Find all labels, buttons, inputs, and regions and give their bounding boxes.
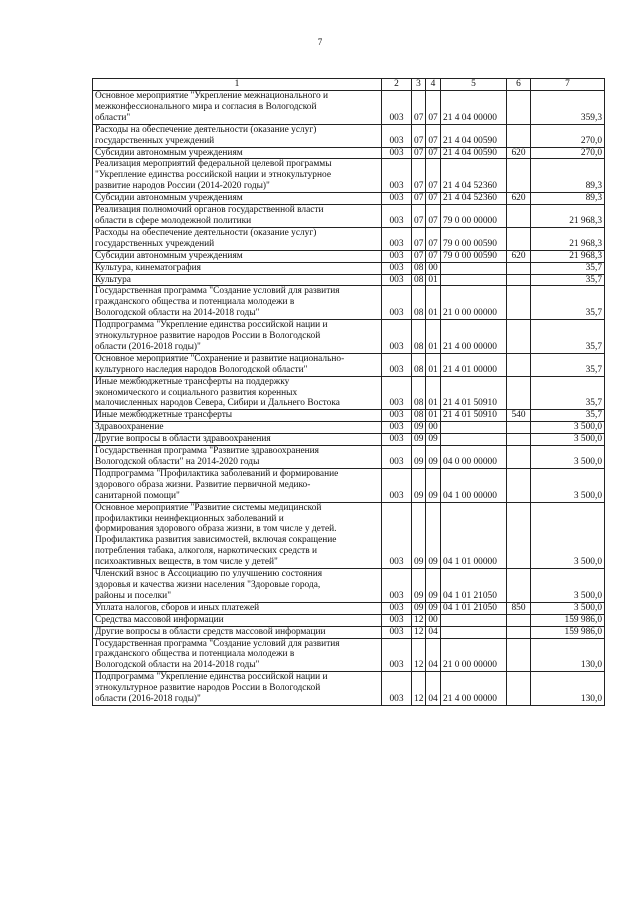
row-expense-type-cell: 850: [507, 602, 531, 614]
row-amount-cell: 130,0: [531, 638, 605, 672]
row-target-article-cell: 21 4 01 00000: [441, 353, 507, 376]
row-name-cell: Реализация полномочий органов государственной власти области в сфере молодежной политики: [93, 205, 382, 228]
row-amount-cell: 3 500,0: [531, 502, 605, 568]
table-row: [93, 124, 605, 147]
row-subsection-cell: 07: [426, 205, 441, 228]
table-row: [93, 626, 605, 638]
row-subsection-cell: 01: [426, 376, 441, 410]
row-subsection-cell: 04: [426, 672, 441, 706]
row-amount-cell: 3 500,0: [531, 602, 605, 614]
row-amount-cell: 3 500,0: [531, 434, 605, 446]
row-code-cell: 003: [382, 227, 412, 250]
row-expense-type-cell: [507, 626, 531, 638]
row-target-article-cell: [441, 434, 507, 446]
row-subsection-cell: 00: [426, 262, 441, 274]
row-name-cell: Культура, кинематография: [93, 262, 382, 274]
row-subsection-cell: 09: [426, 468, 441, 502]
row-section-cell: 09: [412, 602, 426, 614]
row-name-cell: Иные межбюджетные трансферты на поддержку экономического и социального развития коренных малочисленных народов Севера, Сибири и Дальнего Востока: [93, 376, 382, 410]
header-cell: 4: [426, 79, 441, 91]
header-cell: 7: [531, 79, 605, 91]
row-expense-type-cell: [507, 91, 531, 125]
row-expense-type-cell: 620: [507, 193, 531, 205]
row-name-cell: Средства массовой информации: [93, 614, 382, 626]
row-target-article-cell: 21 4 04 00590: [441, 124, 507, 147]
row-code-cell: 003: [382, 262, 412, 274]
row-amount-cell: 21 968,3: [531, 205, 605, 228]
row-subsection-cell: 01: [426, 274, 441, 286]
row-section-cell: 09: [412, 502, 426, 568]
row-subsection-cell: 00: [426, 614, 441, 626]
row-section-cell: 08: [412, 286, 426, 320]
table-row: [93, 569, 605, 603]
table-row: [93, 602, 605, 614]
row-code-cell: 003: [382, 91, 412, 125]
row-amount-cell: 35,7: [531, 410, 605, 422]
row-target-article-cell: 04 1 01 00000: [441, 502, 507, 568]
row-amount-cell: 35,7: [531, 353, 605, 376]
table-row: [93, 446, 605, 469]
row-target-article-cell: 79 0 00 00590: [441, 227, 507, 250]
row-name-cell: Подпрограмма "Укрепление единства российской нации и этнокультурное развитие народов России в Вологодской области (2016-2018 годы)": [93, 320, 382, 354]
row-amount-cell: 21 968,3: [531, 250, 605, 262]
row-code-cell: 003: [382, 147, 412, 159]
row-amount-cell: 89,3: [531, 193, 605, 205]
row-section-cell: 09: [412, 434, 426, 446]
row-subsection-cell: 04: [426, 626, 441, 638]
row-section-cell: 08: [412, 262, 426, 274]
row-subsection-cell: 07: [426, 227, 441, 250]
table-row: [93, 502, 605, 568]
row-section-cell: 07: [412, 205, 426, 228]
table-row: [93, 193, 605, 205]
row-name-cell: Подпрограмма "Укрепление единства российской нации и этнокультурное развитие народов России в Вологодской области (2016-2018 годы)": [93, 672, 382, 706]
row-target-article-cell: 04 0 00 00000: [441, 446, 507, 469]
row-code-cell: 003: [382, 353, 412, 376]
table-row: [93, 410, 605, 422]
row-code-cell: 003: [382, 434, 412, 446]
table-row: [93, 353, 605, 376]
header-cell: 2: [382, 79, 412, 91]
row-expense-type-cell: [507, 262, 531, 274]
row-amount-cell: 35,7: [531, 274, 605, 286]
row-target-article-cell: 21 4 01 50910: [441, 410, 507, 422]
row-amount-cell: 35,7: [531, 286, 605, 320]
row-name-cell: Культура: [93, 274, 382, 286]
row-subsection-cell: 01: [426, 410, 441, 422]
row-section-cell: 09: [412, 422, 426, 434]
row-expense-type-cell: [507, 124, 531, 147]
row-subsection-cell: 09: [426, 434, 441, 446]
row-subsection-cell: 09: [426, 602, 441, 614]
row-expense-type-cell: [507, 159, 531, 193]
table-row: [93, 422, 605, 434]
row-expense-type-cell: [507, 434, 531, 446]
row-code-cell: 003: [382, 274, 412, 286]
row-subsection-cell: 01: [426, 320, 441, 354]
row-code-cell: 003: [382, 286, 412, 320]
row-code-cell: 003: [382, 193, 412, 205]
row-target-article-cell: 79 0 00 00000: [441, 205, 507, 228]
row-expense-type-cell: [507, 227, 531, 250]
row-expense-type-cell: [507, 274, 531, 286]
row-section-cell: 07: [412, 193, 426, 205]
row-code-cell: 003: [382, 422, 412, 434]
row-section-cell: 07: [412, 147, 426, 159]
row-name-cell: Государственная программа "Развитие здравоохранения Вологодской области" на 2014-2020 годы: [93, 446, 382, 469]
row-code-cell: 003: [382, 124, 412, 147]
row-name-cell: Государственная программа "Создание условий для развития гражданского общества и потенциала молодежи в Вологодской области на 2014-2018 годы": [93, 286, 382, 320]
row-subsection-cell: 09: [426, 502, 441, 568]
row-expense-type-cell: 540: [507, 410, 531, 422]
row-code-cell: 003: [382, 205, 412, 228]
table-row: [93, 250, 605, 262]
row-amount-cell: 89,3: [531, 159, 605, 193]
row-expense-type-cell: [507, 353, 531, 376]
row-amount-cell: 159 986,0: [531, 626, 605, 638]
table-row: [93, 434, 605, 446]
row-name-cell: Здравоохранение: [93, 422, 382, 434]
table-row: [93, 614, 605, 626]
row-expense-type-cell: 620: [507, 147, 531, 159]
header-cell: 1: [93, 79, 382, 91]
row-name-cell: Основное мероприятие "Развитие системы медицинской профилактики неинфекционных заболеваний и формирования здорового образа жизни, в том числе у детей. Профилактика развития зависимостей, включая сокращение потребления табака, алкоголя, наркотических средств и психоактивных веществ, в том числе у детей": [93, 502, 382, 568]
row-amount-cell: 3 500,0: [531, 422, 605, 434]
row-section-cell: 07: [412, 159, 426, 193]
row-name-cell: Реализация мероприятий федеральной целевой программы "Укрепление единства российской нации и этнокультурное развитие народов России (2014-2020 годы)": [93, 159, 382, 193]
row-subsection-cell: 07: [426, 250, 441, 262]
row-subsection-cell: 07: [426, 91, 441, 125]
row-section-cell: 09: [412, 569, 426, 603]
header-cell: 3: [412, 79, 426, 91]
row-code-cell: 003: [382, 410, 412, 422]
row-amount-cell: 35,7: [531, 320, 605, 354]
row-name-cell: Государственная программа "Создание условий для развития гражданского общества и потенциала молодежи в Вологодской области на 2014-2018 годы": [93, 638, 382, 672]
row-amount-cell: 270,0: [531, 124, 605, 147]
row-target-article-cell: [441, 626, 507, 638]
row-amount-cell: 21 968,3: [531, 227, 605, 250]
row-expense-type-cell: [507, 569, 531, 603]
row-code-cell: 003: [382, 626, 412, 638]
table-row: [93, 320, 605, 354]
row-amount-cell: 35,7: [531, 262, 605, 274]
row-amount-cell: 35,7: [531, 376, 605, 410]
row-code-cell: 003: [382, 602, 412, 614]
row-section-cell: 09: [412, 468, 426, 502]
row-section-cell: 07: [412, 91, 426, 125]
row-expense-type-cell: [507, 614, 531, 626]
row-target-article-cell: 21 0 00 00000: [441, 286, 507, 320]
row-expense-type-cell: [507, 638, 531, 672]
row-amount-cell: 359,3: [531, 91, 605, 125]
row-target-article-cell: 21 4 00 00000: [441, 320, 507, 354]
table-row: [93, 376, 605, 410]
table-row: [93, 91, 605, 125]
row-code-cell: 003: [382, 614, 412, 626]
row-target-article-cell: 21 4 04 00000: [441, 91, 507, 125]
row-name-cell: Расходы на обеспечение деятельности (оказание услуг) государственных учреждений: [93, 227, 382, 250]
row-subsection-cell: 00: [426, 422, 441, 434]
row-code-cell: 003: [382, 250, 412, 262]
row-section-cell: 07: [412, 124, 426, 147]
row-subsection-cell: 07: [426, 159, 441, 193]
row-name-cell: Субсидии автономным учреждениям: [93, 193, 382, 205]
row-name-cell: Иные межбюджетные трансферты: [93, 410, 382, 422]
row-target-article-cell: [441, 614, 507, 626]
row-expense-type-cell: [507, 446, 531, 469]
row-amount-cell: 159 986,0: [531, 614, 605, 626]
row-target-article-cell: [441, 274, 507, 286]
header-cell: 5: [441, 79, 507, 91]
row-name-cell: Субсидии автономным учреждениям: [93, 250, 382, 262]
row-expense-type-cell: [507, 286, 531, 320]
row-name-cell: Другие вопросы в области здравоохранения: [93, 434, 382, 446]
row-section-cell: 08: [412, 376, 426, 410]
row-target-article-cell: 21 4 04 00590: [441, 147, 507, 159]
row-expense-type-cell: [507, 205, 531, 228]
row-code-cell: 003: [382, 376, 412, 410]
table-row: [93, 274, 605, 286]
table-row: [93, 638, 605, 672]
row-section-cell: 08: [412, 320, 426, 354]
row-section-cell: 12: [412, 626, 426, 638]
table-row: [93, 262, 605, 274]
row-subsection-cell: 01: [426, 353, 441, 376]
row-section-cell: 12: [412, 672, 426, 706]
row-code-cell: 003: [382, 446, 412, 469]
row-code-cell: 003: [382, 159, 412, 193]
row-section-cell: 12: [412, 614, 426, 626]
table-row: [93, 147, 605, 159]
row-target-article-cell: 79 0 00 00590: [441, 250, 507, 262]
row-section-cell: 08: [412, 410, 426, 422]
budget-table: [92, 78, 605, 706]
row-amount-cell: 3 500,0: [531, 446, 605, 469]
row-expense-type-cell: 620: [507, 250, 531, 262]
row-target-article-cell: 21 4 01 50910: [441, 376, 507, 410]
row-expense-type-cell: [507, 320, 531, 354]
row-name-cell: Основное мероприятие "Укрепление межнационального и межконфессионального мира и согласия в Вологодской области": [93, 91, 382, 125]
row-subsection-cell: 07: [426, 124, 441, 147]
row-code-cell: 003: [382, 638, 412, 672]
row-target-article-cell: 21 0 00 00000: [441, 638, 507, 672]
row-code-cell: 003: [382, 502, 412, 568]
row-target-article-cell: [441, 262, 507, 274]
row-target-article-cell: 21 4 04 52360: [441, 159, 507, 193]
row-section-cell: 07: [412, 227, 426, 250]
row-subsection-cell: 07: [426, 193, 441, 205]
row-target-article-cell: 04 1 00 00000: [441, 468, 507, 502]
row-expense-type-cell: [507, 376, 531, 410]
row-name-cell: Уплата налогов, сборов и иных платежей: [93, 602, 382, 614]
row-subsection-cell: 07: [426, 147, 441, 159]
row-target-article-cell: 21 4 00 00000: [441, 672, 507, 706]
row-name-cell: Основное мероприятие "Сохранение и развитие национально- культурного наследия народов Вологодской области": [93, 353, 382, 376]
table-body: [93, 91, 605, 706]
row-target-article-cell: 04 1 01 21050: [441, 602, 507, 614]
row-expense-type-cell: [507, 422, 531, 434]
row-name-cell: Субсидии автономным учреждениям: [93, 147, 382, 159]
row-amount-cell: 130,0: [531, 672, 605, 706]
row-target-article-cell: [441, 422, 507, 434]
row-expense-type-cell: [507, 502, 531, 568]
row-target-article-cell: 04 1 01 21050: [441, 569, 507, 603]
header-row: [93, 79, 605, 91]
header-cell: 6: [507, 79, 531, 91]
row-code-cell: 003: [382, 569, 412, 603]
row-expense-type-cell: [507, 672, 531, 706]
row-name-cell: Расходы на обеспечение деятельности (оказание услуг) государственных учреждений: [93, 124, 382, 147]
row-section-cell: 12: [412, 638, 426, 672]
row-subsection-cell: 09: [426, 569, 441, 603]
row-name-cell: Членский взнос в Ассоциацию по улучшению состояния здоровья и качества жизни населения "Здоровые города, районы и поселки": [93, 569, 382, 603]
page-number: 7: [317, 37, 323, 47]
table-row: [93, 205, 605, 228]
row-subsection-cell: 01: [426, 286, 441, 320]
row-section-cell: 09: [412, 446, 426, 469]
table-row: [93, 468, 605, 502]
row-section-cell: 08: [412, 274, 426, 286]
row-amount-cell: 270,0: [531, 147, 605, 159]
row-amount-cell: 3 500,0: [531, 468, 605, 502]
row-code-cell: 003: [382, 672, 412, 706]
table-row: [93, 286, 605, 320]
table-row: [93, 672, 605, 706]
row-section-cell: 07: [412, 250, 426, 262]
row-subsection-cell: 09: [426, 446, 441, 469]
table-row: [93, 227, 605, 250]
row-amount-cell: 3 500,0: [531, 569, 605, 603]
table-row: [93, 159, 605, 193]
row-section-cell: 08: [412, 353, 426, 376]
row-code-cell: 003: [382, 468, 412, 502]
row-name-cell: Другие вопросы в области средств массовой информации: [93, 626, 382, 638]
row-code-cell: 003: [382, 320, 412, 354]
row-subsection-cell: 04: [426, 638, 441, 672]
row-target-article-cell: 21 4 04 52360: [441, 193, 507, 205]
row-name-cell: Подпрограмма "Профилактика заболеваний и формирование здорового образа жизни. Развитие первичной медико- санитарной помощи": [93, 468, 382, 502]
row-expense-type-cell: [507, 468, 531, 502]
